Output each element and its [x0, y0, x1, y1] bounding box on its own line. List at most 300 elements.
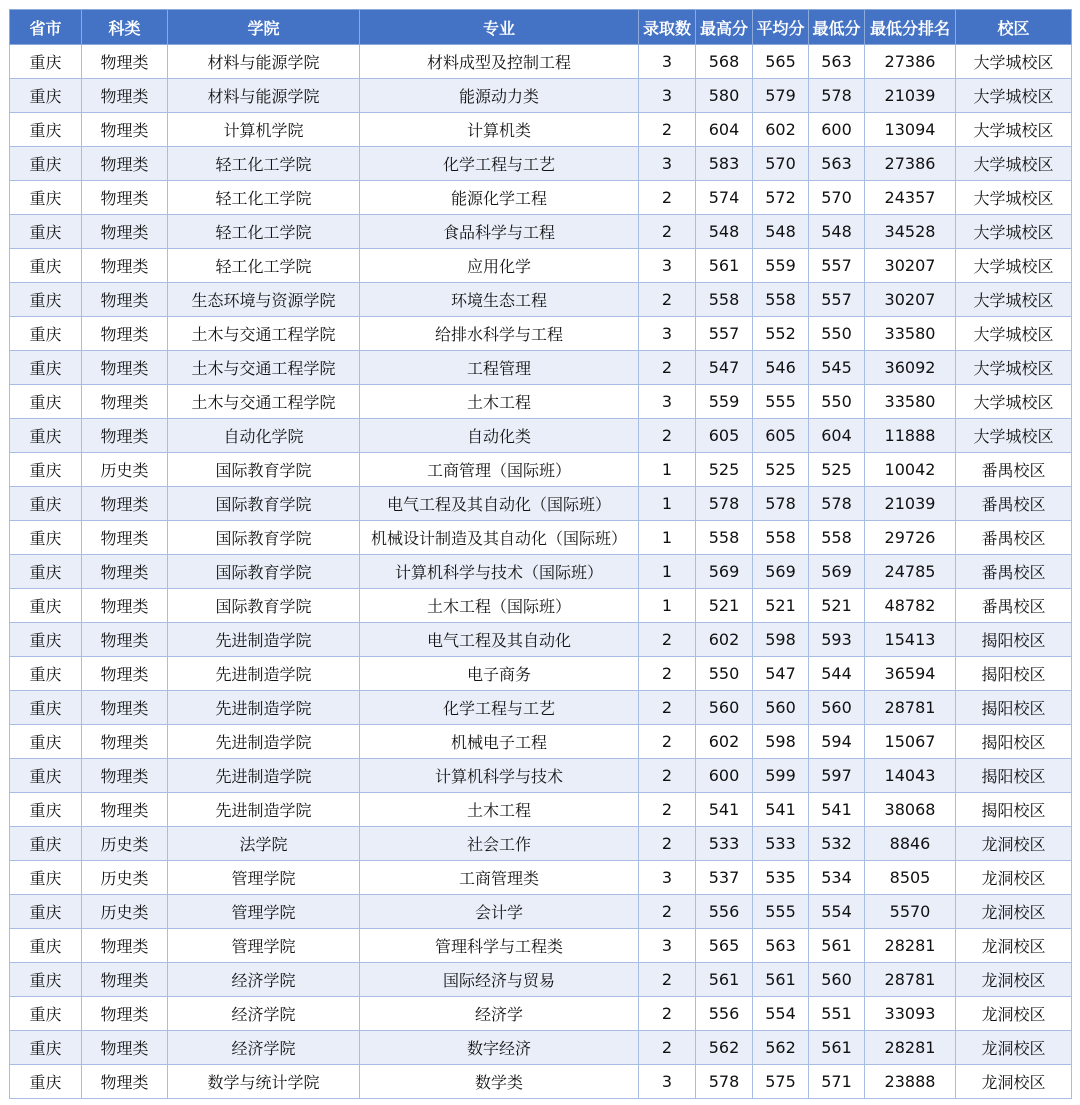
subject-category-cell: 物理类: [82, 963, 168, 997]
campus-cell: 龙洞校区: [956, 1031, 1072, 1065]
major-cell: 环境生态工程: [360, 283, 639, 317]
table-row: [10, 1031, 1072, 1065]
min-score-cell: 550: [809, 317, 865, 351]
min-score-cell: 571: [809, 1065, 865, 1099]
min-score-rank-cell: 33580: [865, 385, 956, 419]
min-score-rank-cell: 14043: [865, 759, 956, 793]
province-cell: 重庆: [10, 895, 82, 929]
province-cell: 重庆: [10, 453, 82, 487]
province-cell: 重庆: [10, 861, 82, 895]
subject-category-cell: 物理类: [82, 691, 168, 725]
min-score-cell: 560: [809, 963, 865, 997]
table-row: [10, 793, 1072, 827]
college-cell: 材料与能源学院: [168, 45, 360, 79]
campus-cell: 大学城校区: [956, 79, 1072, 113]
admitted-count-cell: 2: [639, 997, 696, 1031]
campus-cell: 龙洞校区: [956, 861, 1072, 895]
admitted-count-cell: 3: [639, 147, 696, 181]
min-score-rank-cell: 29726: [865, 521, 956, 555]
max-score-cell: 541: [696, 793, 753, 827]
subject-category-cell: 物理类: [82, 181, 168, 215]
campus-cell: 揭阳校区: [956, 759, 1072, 793]
table-body: [10, 45, 1072, 1099]
province-cell: 重庆: [10, 215, 82, 249]
college-cell: 经济学院: [168, 1031, 360, 1065]
major-cell: 管理科学与工程类: [360, 929, 639, 963]
avg-score-cell: 598: [753, 623, 809, 657]
avg-score-cell: 562: [753, 1031, 809, 1065]
admitted-count-cell: 2: [639, 657, 696, 691]
campus-cell: 龙洞校区: [956, 1065, 1072, 1099]
admitted-count-cell: 2: [639, 419, 696, 453]
major-cell: 计算机科学与技术（国际班）: [360, 555, 639, 589]
avg-score-cell: 578: [753, 487, 809, 521]
major-cell: 数学类: [360, 1065, 639, 1099]
table-row: [10, 453, 1072, 487]
admitted-count-cell: 3: [639, 79, 696, 113]
province-cell: 重庆: [10, 351, 82, 385]
campus-cell: 龙洞校区: [956, 827, 1072, 861]
min-score-rank-cell: 28781: [865, 691, 956, 725]
admitted-count-cell: 3: [639, 317, 696, 351]
min-score-rank-cell: 5570: [865, 895, 956, 929]
avg-score-cell: 558: [753, 283, 809, 317]
province-cell: 重庆: [10, 589, 82, 623]
subject-category-cell: 历史类: [82, 827, 168, 861]
major-cell: 食品科学与工程: [360, 215, 639, 249]
table-row: [10, 317, 1072, 351]
max-score-cell: 604: [696, 113, 753, 147]
college-cell: 轻工化工学院: [168, 181, 360, 215]
college-cell: 经济学院: [168, 997, 360, 1031]
avg-score-cell: 563: [753, 929, 809, 963]
province-cell: 重庆: [10, 1065, 82, 1099]
subject-category-cell: 物理类: [82, 1065, 168, 1099]
max-score-cell: 568: [696, 45, 753, 79]
min-score-rank-cell: 24357: [865, 181, 956, 215]
campus-cell: 揭阳校区: [956, 725, 1072, 759]
province-cell: 重庆: [10, 521, 82, 555]
campus-cell: 大学城校区: [956, 181, 1072, 215]
min-score-cell: 593: [809, 623, 865, 657]
max-score-cell: 578: [696, 487, 753, 521]
campus-cell: 番禺校区: [956, 555, 1072, 589]
province-cell: 重庆: [10, 691, 82, 725]
min-score-rank-cell: 15413: [865, 623, 956, 657]
campus-cell: 大学城校区: [956, 283, 1072, 317]
subject-category-cell: 物理类: [82, 249, 168, 283]
province-cell: 重庆: [10, 997, 82, 1031]
table-row: [10, 1065, 1072, 1099]
min-score-cell: 560: [809, 691, 865, 725]
college-cell: 先进制造学院: [168, 657, 360, 691]
avg-score-cell: 535: [753, 861, 809, 895]
campus-cell: 揭阳校区: [956, 623, 1072, 657]
table-row: [10, 45, 1072, 79]
major-cell: 会计学: [360, 895, 639, 929]
avg-score-cell: 572: [753, 181, 809, 215]
major-cell: 电气工程及其自动化: [360, 623, 639, 657]
college-cell: 计算机学院: [168, 113, 360, 147]
min-score-rank-cell: 8846: [865, 827, 956, 861]
min-score-rank-cell: 38068: [865, 793, 956, 827]
max-score-cell: 558: [696, 283, 753, 317]
major-cell: 化学工程与工艺: [360, 147, 639, 181]
min-score-cell: 521: [809, 589, 865, 623]
min-score-rank-cell: 28281: [865, 1031, 956, 1065]
min-score-rank-cell: 13094: [865, 113, 956, 147]
max-score-cell: 569: [696, 555, 753, 589]
table-row: [10, 691, 1072, 725]
min-score-cell: 557: [809, 249, 865, 283]
min-score-rank-cell: 33580: [865, 317, 956, 351]
min-score-rank-cell: 23888: [865, 1065, 956, 1099]
province-cell: 重庆: [10, 759, 82, 793]
admitted-count-cell: 2: [639, 283, 696, 317]
province-cell: 重庆: [10, 317, 82, 351]
major-cell: 土木工程: [360, 385, 639, 419]
table-row: [10, 79, 1072, 113]
admitted-count-cell: 3: [639, 249, 696, 283]
campus-cell: 大学城校区: [956, 419, 1072, 453]
max-score-cell: 565: [696, 929, 753, 963]
max-score-cell: 556: [696, 895, 753, 929]
min-score-rank-cell: 11888: [865, 419, 956, 453]
avg-score-cell: 525: [753, 453, 809, 487]
province-cell: 重庆: [10, 45, 82, 79]
admitted-count-cell: 1: [639, 589, 696, 623]
max-score-cell: 600: [696, 759, 753, 793]
column-header-min-score: 最低分: [809, 10, 865, 45]
subject-category-cell: 物理类: [82, 521, 168, 555]
college-cell: 国际教育学院: [168, 589, 360, 623]
min-score-cell: 541: [809, 793, 865, 827]
column-header-max-score: 最高分: [696, 10, 753, 45]
min-score-cell: 525: [809, 453, 865, 487]
admitted-count-cell: 3: [639, 45, 696, 79]
avg-score-cell: 546: [753, 351, 809, 385]
major-cell: 工商管理（国际班）: [360, 453, 639, 487]
admitted-count-cell: 3: [639, 929, 696, 963]
province-cell: 重庆: [10, 555, 82, 589]
table-header-row: [10, 10, 1072, 45]
avg-score-cell: 548: [753, 215, 809, 249]
province-cell: 重庆: [10, 623, 82, 657]
subject-category-cell: 物理类: [82, 929, 168, 963]
min-score-cell: 561: [809, 929, 865, 963]
college-cell: 生态环境与资源学院: [168, 283, 360, 317]
major-cell: 社会工作: [360, 827, 639, 861]
subject-category-cell: 物理类: [82, 657, 168, 691]
province-cell: 重庆: [10, 827, 82, 861]
campus-cell: 龙洞校区: [956, 963, 1072, 997]
subject-category-cell: 物理类: [82, 351, 168, 385]
column-header-admitted-count: 录取数: [639, 10, 696, 45]
campus-cell: 龙洞校区: [956, 929, 1072, 963]
campus-cell: 番禺校区: [956, 521, 1072, 555]
min-score-cell: 557: [809, 283, 865, 317]
table-row: [10, 249, 1072, 283]
college-cell: 管理学院: [168, 895, 360, 929]
province-cell: 重庆: [10, 283, 82, 317]
column-header-campus: 校区: [956, 10, 1072, 45]
major-cell: 电子商务: [360, 657, 639, 691]
max-score-cell: 605: [696, 419, 753, 453]
min-score-rank-cell: 24785: [865, 555, 956, 589]
campus-cell: 大学城校区: [956, 113, 1072, 147]
min-score-cell: 544: [809, 657, 865, 691]
max-score-cell: 561: [696, 249, 753, 283]
admitted-count-cell: 1: [639, 453, 696, 487]
province-cell: 重庆: [10, 181, 82, 215]
min-score-rank-cell: 28781: [865, 963, 956, 997]
college-cell: 先进制造学院: [168, 623, 360, 657]
college-cell: 管理学院: [168, 861, 360, 895]
column-header-avg-score: 平均分: [753, 10, 809, 45]
table-row: [10, 385, 1072, 419]
max-score-cell: 602: [696, 623, 753, 657]
min-score-rank-cell: 10042: [865, 453, 956, 487]
table-row: [10, 929, 1072, 963]
subject-category-cell: 物理类: [82, 759, 168, 793]
major-cell: 给排水科学与工程: [360, 317, 639, 351]
campus-cell: 大学城校区: [956, 351, 1072, 385]
min-score-cell: 548: [809, 215, 865, 249]
subject-category-cell: 物理类: [82, 385, 168, 419]
table-row: [10, 997, 1072, 1031]
subject-category-cell: 物理类: [82, 419, 168, 453]
avg-score-cell: 579: [753, 79, 809, 113]
subject-category-cell: 物理类: [82, 555, 168, 589]
subject-category-cell: 物理类: [82, 317, 168, 351]
college-cell: 国际教育学院: [168, 453, 360, 487]
avg-score-cell: 605: [753, 419, 809, 453]
table-row: [10, 283, 1072, 317]
admitted-count-cell: 2: [639, 215, 696, 249]
max-score-cell: 583: [696, 147, 753, 181]
college-cell: 法学院: [168, 827, 360, 861]
admitted-count-cell: 2: [639, 1031, 696, 1065]
major-cell: 机械电子工程: [360, 725, 639, 759]
province-cell: 重庆: [10, 963, 82, 997]
max-score-cell: 557: [696, 317, 753, 351]
table-row: [10, 487, 1072, 521]
table-row: [10, 759, 1072, 793]
subject-category-cell: 物理类: [82, 79, 168, 113]
table-row: [10, 895, 1072, 929]
min-score-rank-cell: 21039: [865, 79, 956, 113]
subject-category-cell: 物理类: [82, 147, 168, 181]
avg-score-cell: 599: [753, 759, 809, 793]
column-header-subject-category: 科类: [82, 10, 168, 45]
table-row: [10, 521, 1072, 555]
max-score-cell: 537: [696, 861, 753, 895]
admitted-count-cell: 2: [639, 827, 696, 861]
min-score-rank-cell: 30207: [865, 283, 956, 317]
subject-category-cell: 历史类: [82, 895, 168, 929]
subject-category-cell: 物理类: [82, 1031, 168, 1065]
college-cell: 国际教育学院: [168, 521, 360, 555]
min-score-cell: 563: [809, 147, 865, 181]
min-score-cell: 554: [809, 895, 865, 929]
campus-cell: 番禺校区: [956, 453, 1072, 487]
avg-score-cell: 555: [753, 895, 809, 929]
min-score-rank-cell: 27386: [865, 147, 956, 181]
avg-score-cell: 558: [753, 521, 809, 555]
college-cell: 轻工化工学院: [168, 147, 360, 181]
min-score-cell: 594: [809, 725, 865, 759]
table-row: [10, 589, 1072, 623]
table-row: [10, 657, 1072, 691]
college-cell: 管理学院: [168, 929, 360, 963]
max-score-cell: 550: [696, 657, 753, 691]
min-score-cell: 569: [809, 555, 865, 589]
avg-score-cell: 570: [753, 147, 809, 181]
avg-score-cell: 555: [753, 385, 809, 419]
campus-cell: 龙洞校区: [956, 895, 1072, 929]
column-header-major: 专业: [360, 10, 639, 45]
table-row: [10, 147, 1072, 181]
campus-cell: 揭阳校区: [956, 657, 1072, 691]
province-cell: 重庆: [10, 657, 82, 691]
avg-score-cell: 552: [753, 317, 809, 351]
college-cell: 先进制造学院: [168, 691, 360, 725]
campus-cell: 大学城校区: [956, 147, 1072, 181]
max-score-cell: 561: [696, 963, 753, 997]
admitted-count-cell: 2: [639, 895, 696, 929]
table-row: [10, 963, 1072, 997]
min-score-rank-cell: 36092: [865, 351, 956, 385]
avg-score-cell: 598: [753, 725, 809, 759]
province-cell: 重庆: [10, 249, 82, 283]
table-row: [10, 113, 1072, 147]
max-score-cell: 578: [696, 1065, 753, 1099]
province-cell: 重庆: [10, 79, 82, 113]
avg-score-cell: 541: [753, 793, 809, 827]
major-cell: 计算机科学与技术: [360, 759, 639, 793]
major-cell: 机械设计制造及其自动化（国际班）: [360, 521, 639, 555]
college-cell: 材料与能源学院: [168, 79, 360, 113]
admissions-table-container: [9, 9, 1071, 1099]
column-header-province: 省市: [10, 10, 82, 45]
min-score-cell: 545: [809, 351, 865, 385]
min-score-rank-cell: 8505: [865, 861, 956, 895]
avg-score-cell: 569: [753, 555, 809, 589]
min-score-cell: 550: [809, 385, 865, 419]
admitted-count-cell: 2: [639, 963, 696, 997]
avg-score-cell: 560: [753, 691, 809, 725]
major-cell: 化学工程与工艺: [360, 691, 639, 725]
subject-category-cell: 物理类: [82, 487, 168, 521]
college-cell: 自动化学院: [168, 419, 360, 453]
admitted-count-cell: 3: [639, 861, 696, 895]
table-row: [10, 725, 1072, 759]
avg-score-cell: 554: [753, 997, 809, 1031]
college-cell: 先进制造学院: [168, 759, 360, 793]
min-score-rank-cell: 36594: [865, 657, 956, 691]
province-cell: 重庆: [10, 793, 82, 827]
college-cell: 经济学院: [168, 963, 360, 997]
campus-cell: 揭阳校区: [956, 691, 1072, 725]
min-score-cell: 561: [809, 1031, 865, 1065]
table-row: [10, 419, 1072, 453]
major-cell: 能源动力类: [360, 79, 639, 113]
subject-category-cell: 物理类: [82, 113, 168, 147]
subject-category-cell: 物理类: [82, 725, 168, 759]
subject-category-cell: 物理类: [82, 793, 168, 827]
subject-category-cell: 物理类: [82, 215, 168, 249]
max-score-cell: 547: [696, 351, 753, 385]
admitted-count-cell: 3: [639, 1065, 696, 1099]
college-cell: 土木与交通工程学院: [168, 317, 360, 351]
campus-cell: 揭阳校区: [956, 793, 1072, 827]
major-cell: 土木工程: [360, 793, 639, 827]
campus-cell: 大学城校区: [956, 249, 1072, 283]
province-cell: 重庆: [10, 725, 82, 759]
major-cell: 自动化类: [360, 419, 639, 453]
campus-cell: 大学城校区: [956, 45, 1072, 79]
province-cell: 重庆: [10, 419, 82, 453]
college-cell: 先进制造学院: [168, 725, 360, 759]
admitted-count-cell: 1: [639, 487, 696, 521]
college-cell: 轻工化工学院: [168, 249, 360, 283]
avg-score-cell: 602: [753, 113, 809, 147]
table-row: [10, 215, 1072, 249]
province-cell: 重庆: [10, 147, 82, 181]
max-score-cell: 580: [696, 79, 753, 113]
min-score-rank-cell: 30207: [865, 249, 956, 283]
admitted-count-cell: 2: [639, 623, 696, 657]
major-cell: 工商管理类: [360, 861, 639, 895]
table-row: [10, 555, 1072, 589]
admissions-table: [9, 9, 1072, 1099]
min-score-rank-cell: 33093: [865, 997, 956, 1031]
major-cell: 应用化学: [360, 249, 639, 283]
campus-cell: 大学城校区: [956, 385, 1072, 419]
admitted-count-cell: 2: [639, 793, 696, 827]
province-cell: 重庆: [10, 1031, 82, 1065]
max-score-cell: 562: [696, 1031, 753, 1065]
college-cell: 国际教育学院: [168, 555, 360, 589]
max-score-cell: 521: [696, 589, 753, 623]
table-row: [10, 827, 1072, 861]
major-cell: 材料成型及控制工程: [360, 45, 639, 79]
subject-category-cell: 物理类: [82, 45, 168, 79]
college-cell: 先进制造学院: [168, 793, 360, 827]
min-score-cell: 534: [809, 861, 865, 895]
min-score-cell: 532: [809, 827, 865, 861]
avg-score-cell: 559: [753, 249, 809, 283]
min-score-rank-cell: 28281: [865, 929, 956, 963]
admitted-count-cell: 2: [639, 691, 696, 725]
major-cell: 工程管理: [360, 351, 639, 385]
min-score-rank-cell: 15067: [865, 725, 956, 759]
college-cell: 轻工化工学院: [168, 215, 360, 249]
column-header-min-score-rank: 最低分排名: [865, 10, 956, 45]
min-score-cell: 551: [809, 997, 865, 1031]
campus-cell: 大学城校区: [956, 317, 1072, 351]
admitted-count-cell: 2: [639, 351, 696, 385]
campus-cell: 龙洞校区: [956, 997, 1072, 1031]
campus-cell: 番禺校区: [956, 487, 1072, 521]
admitted-count-cell: 1: [639, 521, 696, 555]
min-score-cell: 600: [809, 113, 865, 147]
admitted-count-cell: 2: [639, 725, 696, 759]
college-cell: 土木与交通工程学院: [168, 385, 360, 419]
subject-category-cell: 历史类: [82, 453, 168, 487]
max-score-cell: 556: [696, 997, 753, 1031]
max-score-cell: 525: [696, 453, 753, 487]
